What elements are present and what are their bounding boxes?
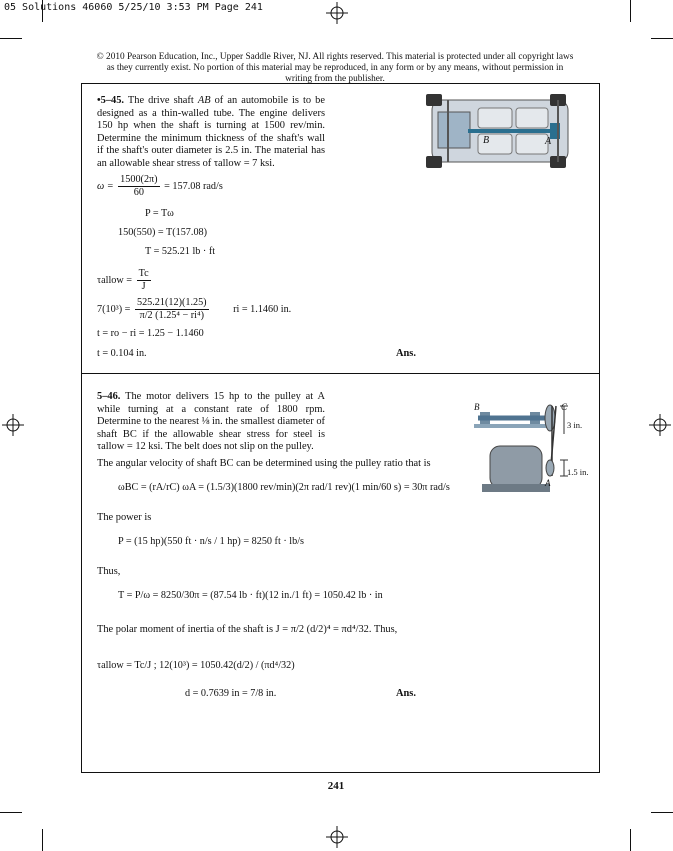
omega-equation: ω = $\frac{1500(2\pi)}{60}$ = 157.08 rad/s [97,174,223,198]
motor-pulley-figure [472,398,590,504]
thus-text: Thus, [97,566,121,577]
dimension-1-5in: 1.5 in. [567,467,589,477]
inner-radius-equation: 7(10³) = $\frac{525.21(12)(1.25)}{\text{π/2 (1.25⁴ − ri⁴)}}$ ri = 1.1460 in. [97,297,292,321]
angular-velocity-equation: ωBC = (rA/rC) ωA = (1.5/3)(1800 rev/min)(2π rad/1 rev)(1 min/60 s) = 30π rad/s [118,482,450,493]
power-intro: The power is [97,512,152,523]
problem-546-number: 5–46. [97,391,121,402]
power-substitution: 150(550) = T(157.08) [118,227,208,238]
dimension-3in: 3 in. [567,420,583,430]
problem-divider [81,373,600,374]
crop-mark [651,812,673,813]
torque-equation-546: T = P/ω = 8250/30π = (87.54 lb · ft)(12 in./1 ft) = 1050.42 lb · in [118,590,383,601]
car-chassis-figure [418,90,586,172]
stress-equation: τallow = Tc/J ; 12(10³) = 1050.42(d/2) / (πd⁴/32) [97,660,295,671]
angular-velocity-intro: The angular velocity of shaft BC can be determined using the pulley ratio that is [97,458,431,469]
tau-allow-equation: τallow = $\frac{Tc}{J}$ [97,268,149,292]
crop-mark [0,38,22,39]
figure-label-c: C [561,402,568,412]
crop-mark [630,0,631,22]
crop-mark [651,38,673,39]
diameter-result: d = 0.7639 in = 7/8 in. [185,688,277,699]
figure-label-a: A [545,478,551,488]
power-equation-546: P = (15 hp)(550 ft · n/s / 1 hp) = 8250 ft · lb/s [118,536,304,547]
crop-mark [630,829,631,851]
thickness-result: t = 0.104 in. [97,348,147,359]
running-head: 05 Solutions 46060 5/25/10 3:53 PM Page 241 [4,2,263,13]
answer-marker: Ans. [396,688,416,699]
power-equation: P = Tω [145,208,174,219]
problem-546-statement: 5–46. The motor delivers 15 hp to the pulley at A while turning at a constant rate of 1800 rpm. Determine to the nearest ⅛ in. the smallest diameter of shaft BC if the allowable shear stress for steel is τallow = 12 ksi. The belt does not slip on the pulley. [97,391,325,453]
page-number: 241 [327,780,345,792]
registration-mark-icon [326,2,348,24]
shaft-label: AB [197,95,211,106]
torque-result: T = 525.21 lb · ft [145,246,216,257]
figure-label-b: B [483,135,490,146]
registration-mark-icon [649,414,671,436]
figure-label-b: B [474,402,480,412]
crop-mark [42,829,43,851]
figure-label-a: A [545,136,552,147]
answer-marker: Ans. [396,348,416,359]
problem-545-statement: •5–45. The drive shaft AB of an automobile is to be designed as a thin-walled tube. The engine delivers 150 hp when the shaft is turning at 1500 rev/min. Determine the minimum thickness of the shaft's wall if the shaft's outer diameter is 2.5 in. The material has an allowable shear stress of τallow = 7 ksi. [97,95,325,169]
crop-mark [0,812,22,813]
problem-545-number: •5–45. [97,95,125,106]
registration-mark-icon [326,826,348,848]
registration-mark-icon [2,414,24,436]
polar-moment-intro: The polar moment of inertia of the shaft is J = π/2 (d/2)⁴ = πd⁴/32. Thus, [97,624,398,635]
copyright-notice: © 2010 Pearson Education, Inc., Upper Saddle River, NJ. All rights reserved. This material is protected under all copyright laws as they currently exist. No portion of this material may be reproduced, in any form or by any means, without permission in writing from the publisher. [96,52,574,84]
thickness-equation: t = ro − ri = 1.25 − 1.1460 [97,328,204,339]
